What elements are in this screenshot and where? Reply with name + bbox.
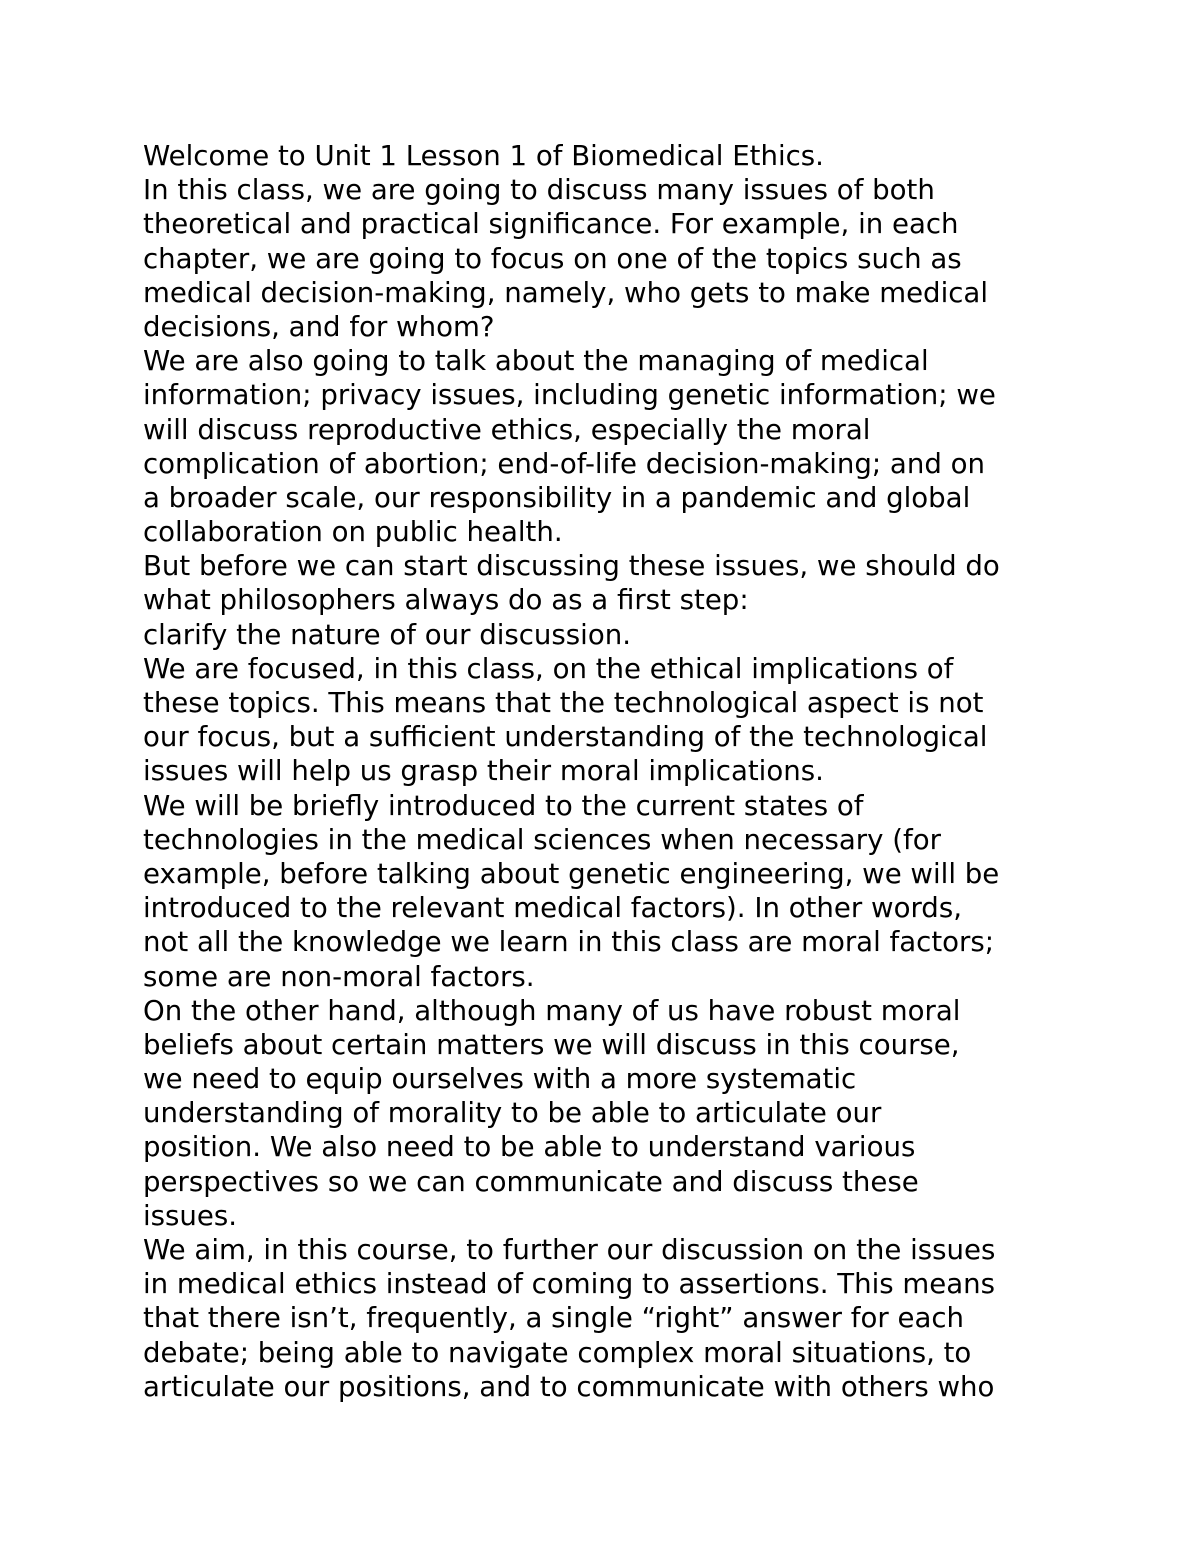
text-line: complication of abortion; end-of-life decision-making; and on bbox=[143, 446, 985, 480]
text-line: On the other hand, although many of us have robust moral bbox=[143, 993, 961, 1027]
text-line: a broader scale, our responsibility in a pandemic and global bbox=[143, 480, 971, 514]
text-line: issues. bbox=[143, 1198, 238, 1232]
text-line: We will be briefly introduced to the current states of bbox=[143, 788, 864, 822]
text-line: that there isn’t, frequently, a single “right” answer for each bbox=[143, 1301, 965, 1335]
document-body bbox=[143, 139, 1073, 1404]
text-line: Welcome to Unit 1 Lesson 1 of Biomedical Ethics. bbox=[143, 139, 824, 172]
text-line: But before we can start discussing these issues, we should do bbox=[143, 549, 1000, 583]
text-line: perspectives so we can communicate and discuss these bbox=[143, 1164, 919, 1198]
text-line: will discuss reproductive ethics, especially the moral bbox=[143, 412, 871, 446]
text-line: technologies in the medical sciences when necessary (for bbox=[143, 822, 941, 856]
text-line: collaboration on public health. bbox=[143, 515, 563, 549]
text-line: We are also going to talk about the managing of medical bbox=[143, 344, 929, 378]
text-line: We are focused, in this class, on the ethical implications of bbox=[143, 651, 954, 685]
text-line: decisions, and for whom? bbox=[143, 309, 495, 343]
text-line: understanding of morality to be able to articulate our bbox=[143, 1096, 882, 1130]
text-line: articulate our positions, and to communicate with others who bbox=[143, 1369, 995, 1403]
text-line: our focus, but a sufficient understanding of the technological bbox=[143, 720, 988, 754]
text-line: In this class, we are going to discuss many issues of both bbox=[143, 173, 935, 207]
text-line: example, before talking about genetic engineering, we will be bbox=[143, 856, 1000, 890]
text-line: issues will help us grasp their moral implications. bbox=[143, 754, 824, 788]
text-line: clarify the nature of our discussion. bbox=[143, 617, 631, 651]
text-line: medical decision-making, namely, who gets to make medical bbox=[143, 275, 988, 309]
text-line: not all the knowledge we learn in this class are moral factors; bbox=[143, 925, 995, 959]
text-line: debate; being able to navigate complex moral situations, to bbox=[143, 1335, 972, 1369]
text-line: we need to equip ourselves with a more systematic bbox=[143, 1062, 857, 1096]
text-line: information; privacy issues, including genetic information; we bbox=[143, 378, 996, 412]
text-line: introduced to the relevant medical factors). In other words, bbox=[143, 891, 962, 925]
text-line: these topics. This means that the technological aspect is not bbox=[143, 686, 984, 719]
text-line: position. We also need to be able to understand various bbox=[143, 1130, 916, 1164]
text-line: what philosophers always do as a first step: bbox=[143, 583, 749, 617]
text-line: We aim, in this course, to further our discussion on the issues bbox=[143, 1233, 996, 1266]
text-line: some are non-moral factors. bbox=[143, 959, 535, 993]
text-line: in medical ethics instead of coming to assertions. This means bbox=[143, 1267, 996, 1301]
text-line: chapter, we are going to focus on one of the topics such as bbox=[143, 241, 962, 275]
text-line: theoretical and practical significance. For example, in each bbox=[143, 207, 959, 241]
text-line: beliefs about certain matters we will discuss in this course, bbox=[143, 1027, 960, 1061]
